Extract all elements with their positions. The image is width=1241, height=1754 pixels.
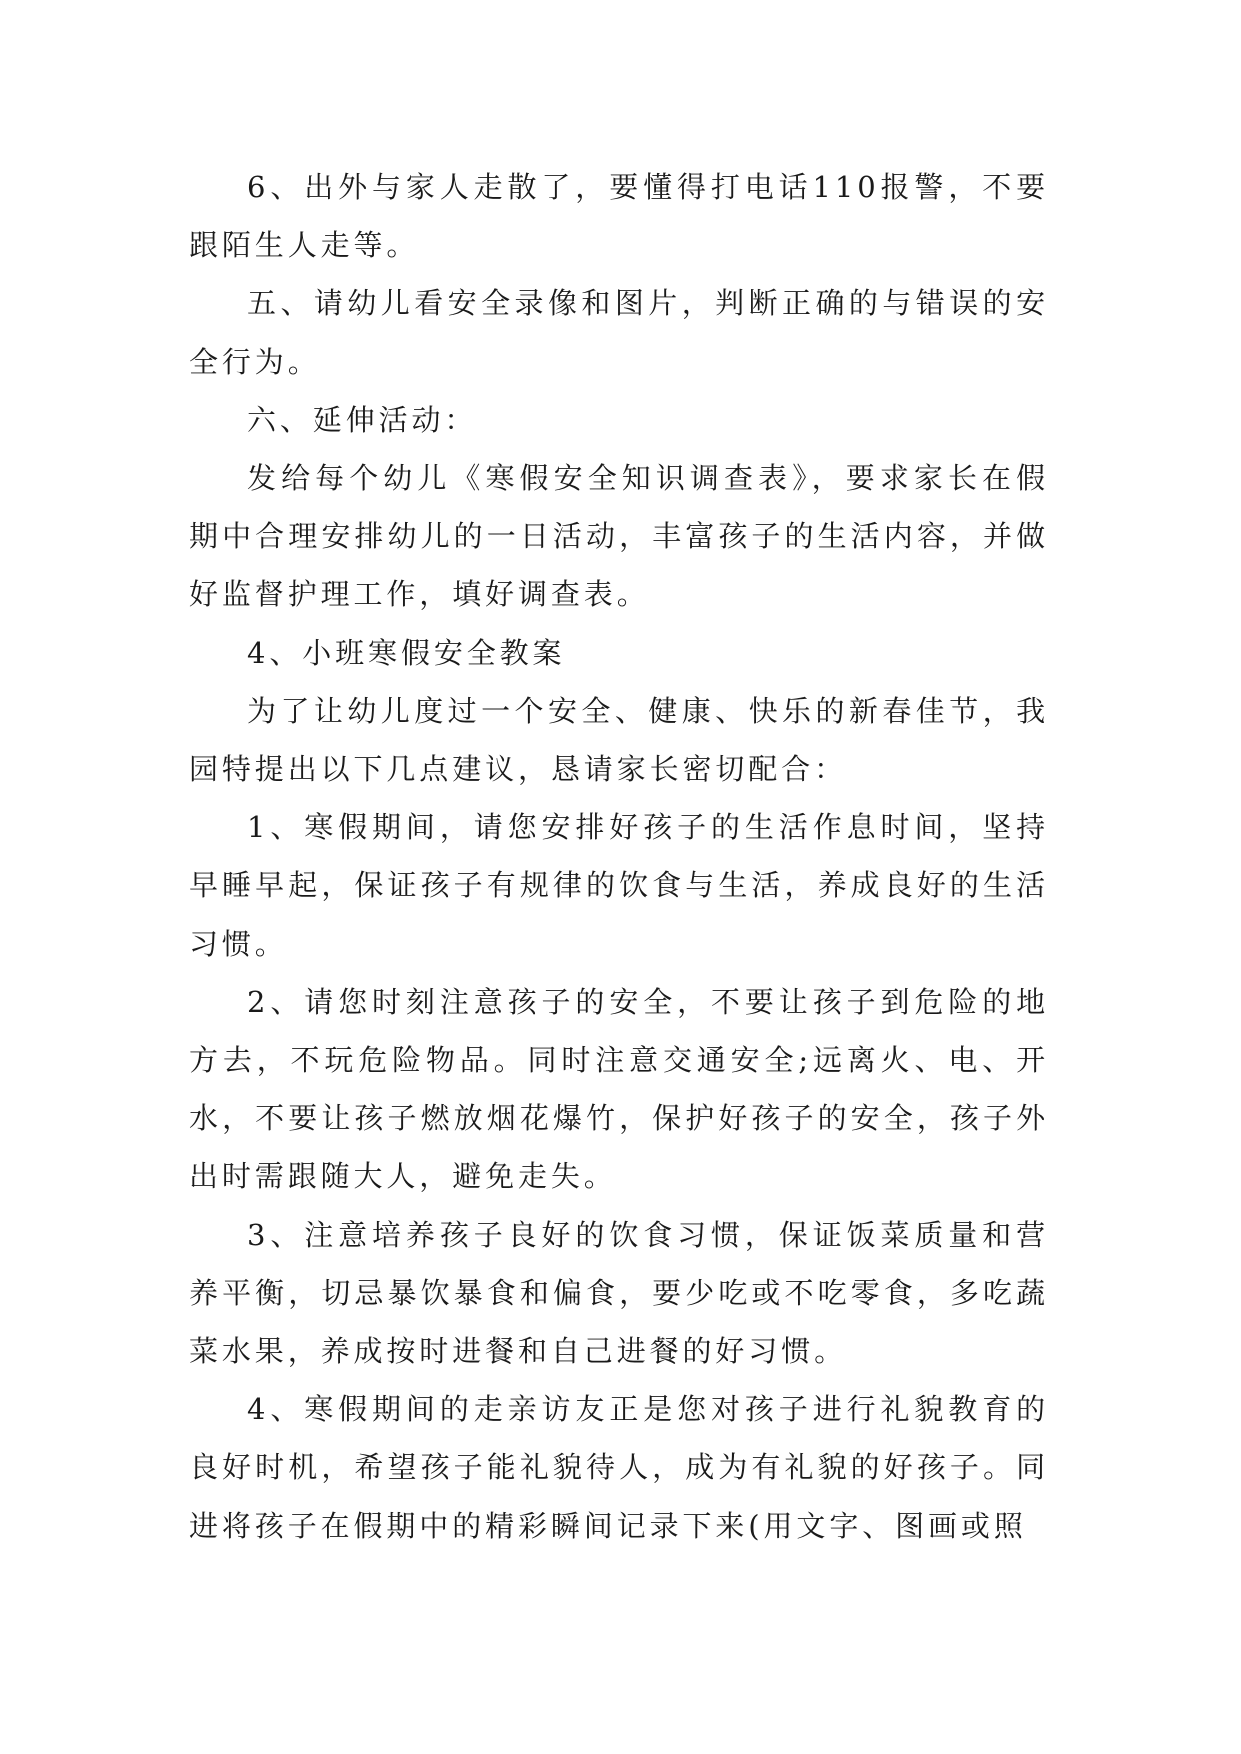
paragraph-suggestion-4: 4、寒假期间的走亲访友正是您对孩子进行礼貌教育的良好时机，希望孩子能礼貌待人，成为有礼貌的好孩子。同进将孩子在假期中的精彩瞬间记录下来(用文字、图画或照 xyxy=(189,1392,1049,1543)
paragraph-lesson-title: 4、小班寒假安全教案 xyxy=(247,635,566,670)
paragraph-suggestion-3: 3、注意培养孩子良好的饮食习惯，保证饭菜质量和营养平衡，切忌暴饮暴食和偏食，要少吃或不吃零食，多吃蔬菜水果，养成按时进餐和自己进餐的好习惯。 xyxy=(189,1217,1049,1369)
paragraph-item-6-lost: 6、出外与家人走散了，要懂得打电话110报警，不要跟陌生人走等。 xyxy=(189,170,1049,263)
paragraph-intro: 为了让幼儿度过一个安全、健康、快乐的新春佳节，我园特提出以下几点建议，恳请家长密切配合： xyxy=(189,693,1049,787)
paragraph-suggestion-1: 1、寒假期间，请您安排好孩子的生活作息时间，坚持早睡早起，保证孩子有规律的饮食与生活，养成良好的生活习惯。 xyxy=(189,810,1049,961)
document-body xyxy=(189,158,1049,1555)
paragraph-section-5: 五、请幼儿看安全录像和图片，判断正确的与错误的安全行为。 xyxy=(189,286,1049,379)
paragraph-survey-instructions: 发给每个幼儿《寒假安全知识调查表》，要求家长在假期中合理安排幼儿的一日活动，丰富孩子的生活内容，并做好监督护理工作，填好调查表。 xyxy=(189,461,1049,612)
paragraph-section-6-heading: 六、延伸活动： xyxy=(247,402,478,437)
paragraph-suggestion-2: 2、请您时刻注意孩子的安全，不要让孩子到危险的地方去，不玩危险物品。同时注意交通安全;远离火、电、开水，不要让孩子燃放烟花爆竹，保护好孩子的安全，孩子外出时需跟随大人，避免走失。 xyxy=(189,984,1049,1194)
